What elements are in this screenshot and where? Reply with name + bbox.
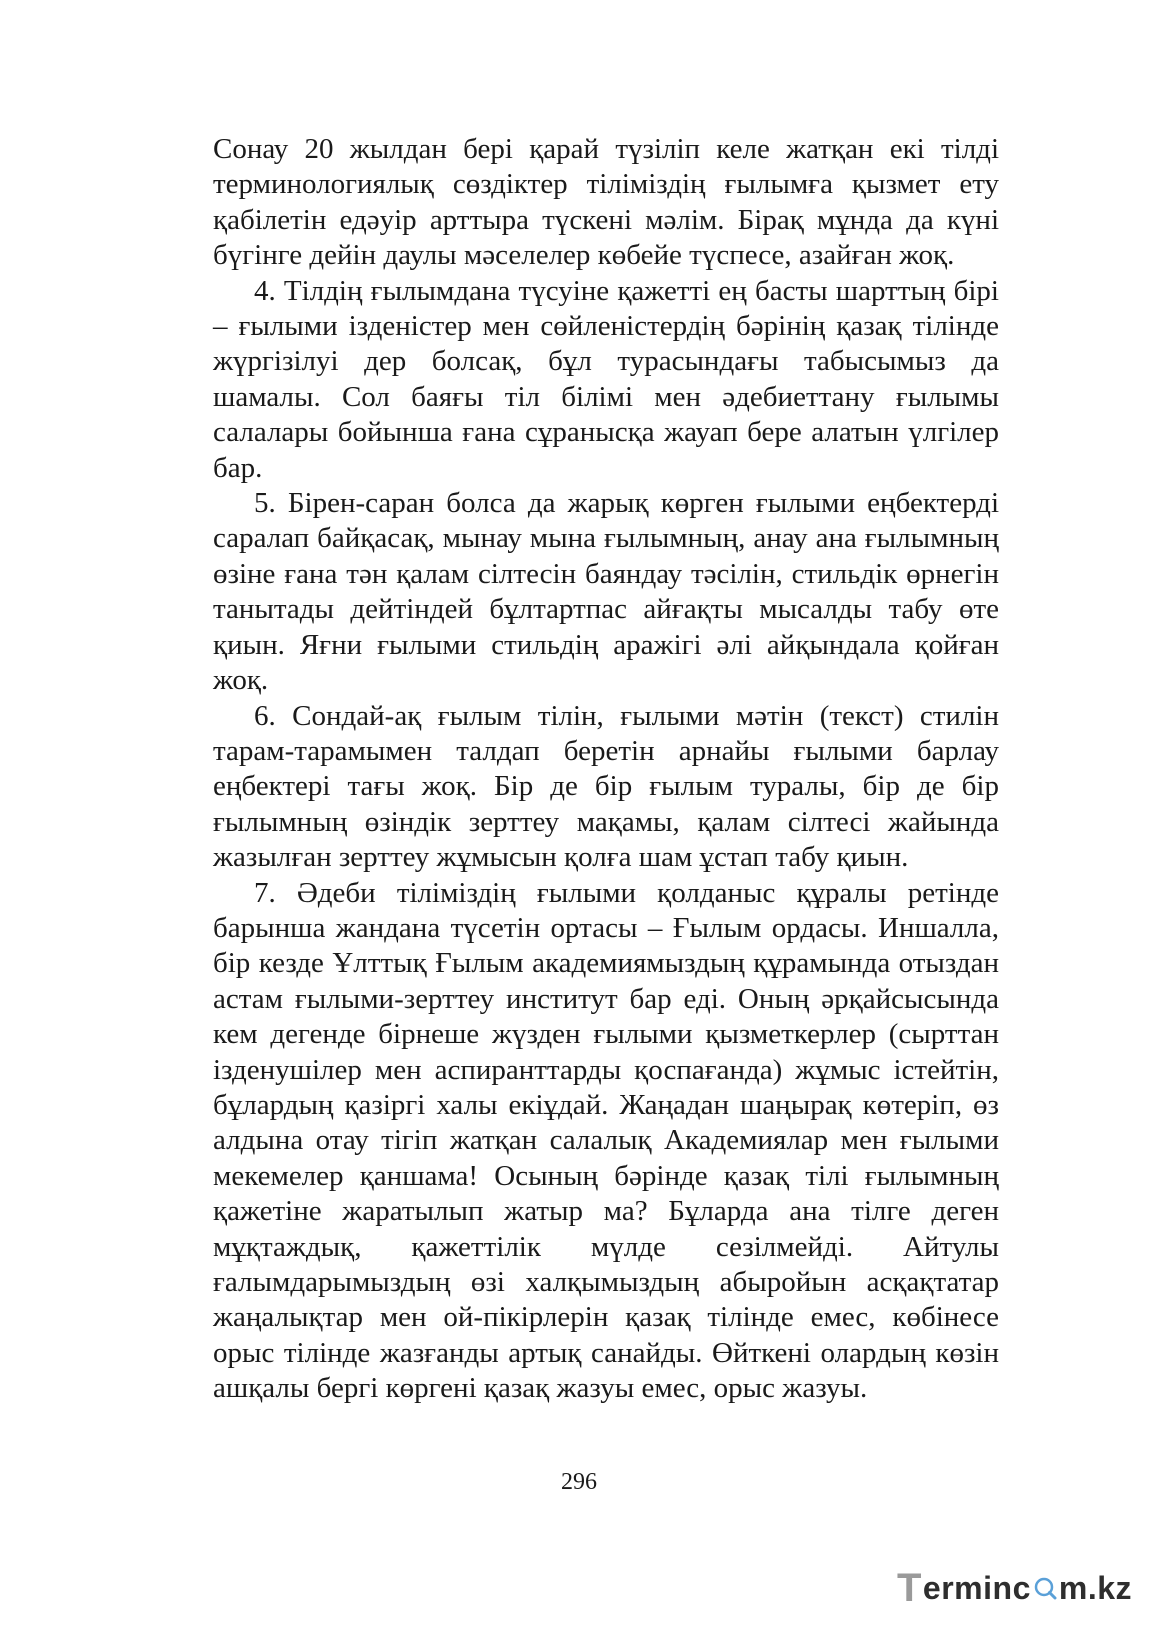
paragraph-2: 4. Тілдің ғылымдана түсуіне қажетті ең басты шарттың бірі – ғылыми ізденістер мен сөйленістердің бәрінің қазақ тілінде жүргізілуі дер болсақ, бұл турасындағы табысымыз да шамалы. Сол баяғы тіл білімі мен әдебиеттану ғылымы салалары бойынша ғана сұранысқа жауап бере алатын үлгілер бар. — [213, 274, 999, 484]
watermark-text-part2: m.kz — [1058, 1569, 1132, 1606]
site-watermark-logo[interactable] — [897, 1565, 1132, 1611]
paragraph-5: 7. Әдеби тіліміздің ғылыми қолданыс құралы ретінде барынша жандана түсетін ортасы – Ғылым ордасы. Иншалла, бір кезде Ұлттық Ғылым академиямыздың құрамында отыздан астам ғылыми-зерттеу институт бар еді. Оның әрқайсысында кем дегенде бірнеше жүзден ғылыми қызметкерлер (сырттан ізденушілер мен аспиранттарды қоспағанда) жұмыс істейтін, бұлардың қазіргі халы екіұдай. Жаңадан шаңырақ көтеріп, өз алдына отау тігіп жатқан салалық Академиялар мен ғылыми мекемелер қаншама! Осының бәрінде қазақ тілі ғылымның қажетіне жаратылып жатыр ма? Бұларда ана тілге деген мұқтаждық, қажеттілік мүлде сезілмейді. Айтулы ғалымдарымыздың өзі халқымыздың абыройын асқақтатар жаңалықтар мен ой-пікірлерін қазақ тілінде емес, көбінесе орыс тілінде жазғанды артық санайды. Өйткені олардың көзін ашқалы бергі көргені қазақ жазуы емес, орыс жазуы. — [213, 876, 999, 1405]
paragraph-3: 5. Бірен-саран болса да жарық көрген ғылыми еңбектерді саралап байқасақ, мынау мына ғылымның, анау ана ғылымның өзіне ғана тән қалам сілтесін баяндау тәсілін, стильдік өрнегін танытады дейтіндей бұлтартпас айғақты мысалды табу өте қиын. Яғни ғылыми стильдің аражігі әлі айқындала қойған жоқ. — [213, 487, 999, 697]
document-body — [213, 132, 999, 1407]
paragraph-4: 6. Сондай-ақ ғылым тілін, ғылыми мәтін (текст) стилін тарам-тарамымен талдап беретін арнайы ғылыми барлау еңбектері тағы жоқ. Бір де бір ғылым туралы, бір де бір ғылымның өзіндік зерттеу мақамы, қалам сілтесі жайында жазылған зерттеу жұмысын қолға шам ұстап табу қиын. — [213, 699, 999, 874]
magnifier-icon — [1033, 1576, 1057, 1600]
watermark-text-part1: erminc — [922, 1569, 1031, 1606]
paragraph-1: Сонау 20 жылдан бері қарай түзіліп келе жатқан екі тілді терминологиялық сөздіктер тіліміздің ғылымға қызмет ету қабілетін едәуір арттыра түскені мәлім. Бірақ мұнда да күні бүгінге дейін даулы мәселелер көбейе түспесе, азайған жоқ. — [213, 133, 999, 272]
watermark-first-letter: T — [896, 1565, 922, 1610]
page-number: 296 — [561, 1469, 597, 1495]
